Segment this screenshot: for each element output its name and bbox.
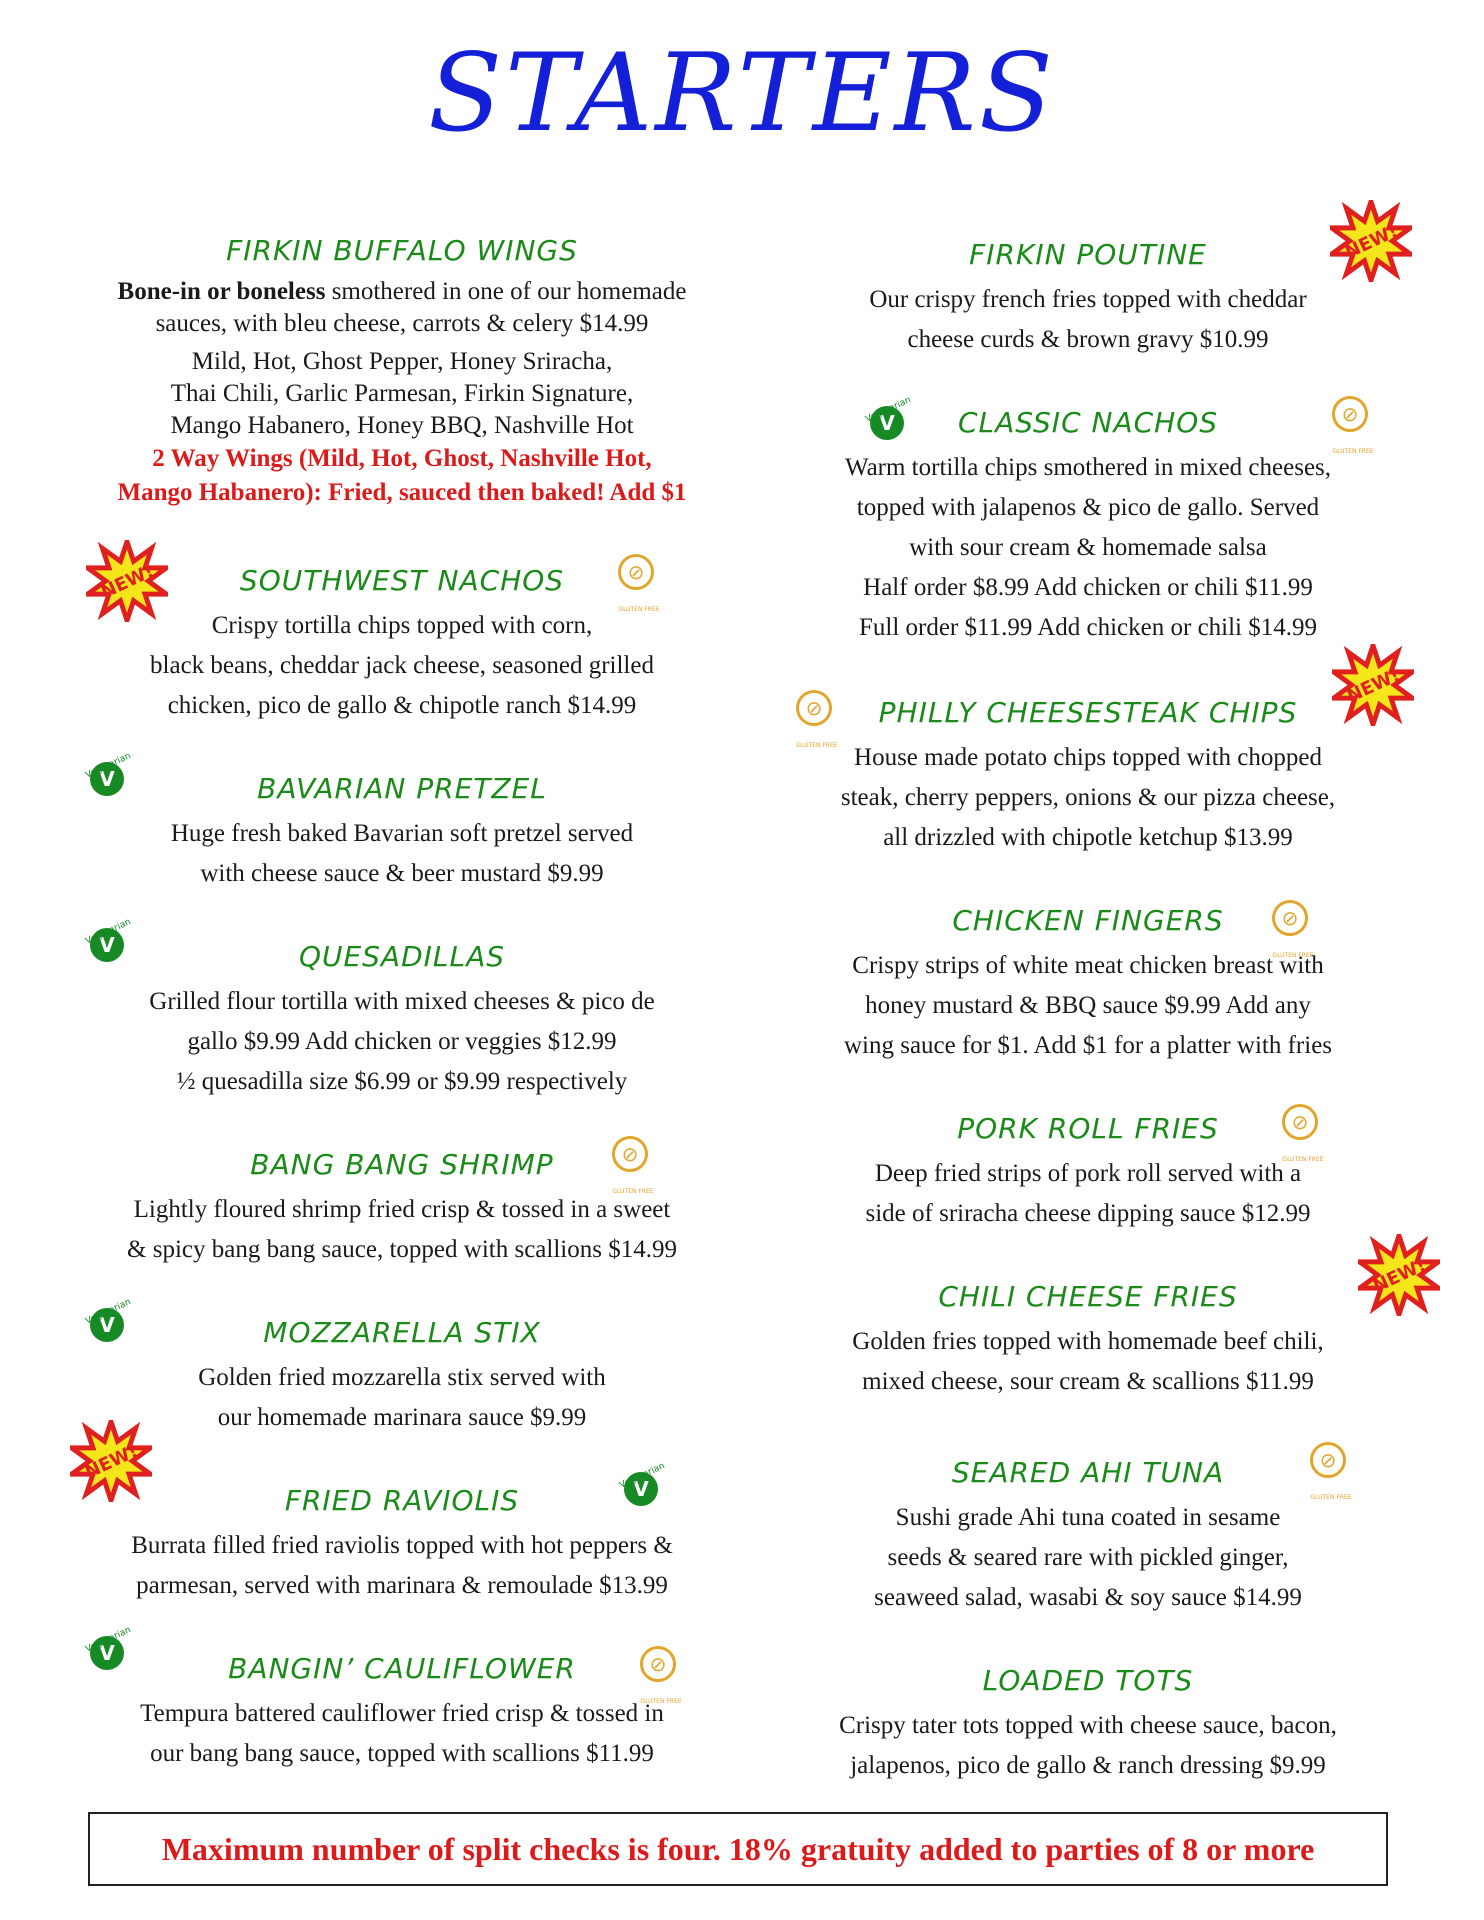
desc-line: steak, cherry peppers, onions & our pizza cheese, bbox=[840, 783, 1336, 811]
new-starburst-icon bbox=[1358, 1234, 1440, 1316]
menu-item-southwest-nachos bbox=[82, 564, 722, 726]
item-description bbox=[768, 1322, 1408, 1402]
desc-line: House made potato chips topped with chopped bbox=[854, 743, 1322, 771]
desc-line: Grilled flour tortilla with mixed cheeses & pico de bbox=[149, 987, 655, 1015]
menu-item-fried-raviolis bbox=[82, 1484, 722, 1606]
flavors-line: Thai Chili, Garlic Parmesan, Firkin Signature, bbox=[170, 379, 634, 407]
menu-item-bavarian-pretzel bbox=[82, 772, 722, 894]
new-badge-text: NEW! bbox=[1343, 664, 1404, 708]
item-description bbox=[82, 814, 722, 894]
menu-item-buffalo-wings bbox=[82, 234, 722, 510]
desc-line: jalapenos, pico de gallo & ranch dressing $9.99 bbox=[850, 1751, 1326, 1779]
flavors-line: Mango Habanero, Honey BBQ, Nashville Hot bbox=[170, 411, 634, 439]
menu-item-quesadillas bbox=[82, 940, 722, 1102]
item-name: CHILI CHEESE FRIES bbox=[938, 1280, 1238, 1313]
special-line: 2 Way Wings (Mild, Hot, Ghost, Nashville Hot, bbox=[152, 444, 652, 472]
vegetarian-icon: Vegetarian V bbox=[90, 762, 124, 796]
menu-item-firkin-poutine bbox=[768, 238, 1408, 360]
vegetarian-icon: Vegetarian V bbox=[90, 928, 124, 962]
desc-line: seeds & seared rare with pickled ginger, bbox=[887, 1543, 1289, 1571]
desc-line: parmesan, served with marinara & remoulade $13.99 bbox=[136, 1571, 668, 1599]
desc-line: wing sauce for $1. Add $1 for a platter with fries bbox=[843, 1031, 1333, 1059]
desc-line: Full order $11.99 Add chicken or chili $14.99 bbox=[858, 613, 1318, 641]
item-description bbox=[82, 276, 722, 340]
gluten-free-icon: ⊘ GLUTEN FREE bbox=[1282, 1104, 1318, 1140]
vegetarian-icon: Vegetarian V bbox=[624, 1472, 658, 1506]
new-badge-text: NEW! bbox=[81, 1440, 142, 1484]
item-name: PHILLY CHEESESTEAK CHIPS bbox=[878, 696, 1298, 729]
desc-line: side of sriracha cheese dipping sauce $12.99 bbox=[865, 1199, 1311, 1227]
desc-line: black beans, cheddar jack cheese, seasoned grilled bbox=[150, 651, 654, 679]
item-flavors bbox=[82, 346, 722, 442]
gluten-free-icon: ⊘ GLUTEN FREE bbox=[640, 1646, 676, 1682]
desc-line: Crispy strips of white meat chicken breast with bbox=[852, 951, 1324, 979]
desc-line: with sour cream & homemade salsa bbox=[909, 533, 1267, 561]
item-name: SEARED AHI TUNA bbox=[951, 1456, 1225, 1489]
desc-line: Warm tortilla chips smothered in mixed cheeses, bbox=[844, 453, 1332, 481]
desc-line: Our crispy french fries topped with cheddar bbox=[869, 285, 1307, 313]
item-description bbox=[768, 448, 1408, 648]
item-name: LOADED TOTS bbox=[982, 1664, 1194, 1697]
new-starburst-icon bbox=[1332, 644, 1414, 726]
item-description bbox=[768, 738, 1408, 858]
desc-line: mixed cheese, sour cream & scallions $11.99 bbox=[862, 1367, 1314, 1395]
item-description bbox=[768, 1706, 1408, 1786]
desc-line: Half order $8.99 Add chicken or chili $11.99 bbox=[863, 573, 1313, 601]
item-name: CHICKEN FINGERS bbox=[952, 904, 1224, 937]
item-name: SOUTHWEST NACHOS bbox=[239, 564, 565, 597]
gluten-free-icon: ⊘ GLUTEN FREE bbox=[612, 1136, 648, 1172]
desc-line: Burrata filled fried raviolis topped with hot peppers & bbox=[131, 1531, 673, 1559]
item-description bbox=[82, 1358, 722, 1438]
desc-line: Lightly floured shrimp fried crisp & tossed in a sweet bbox=[133, 1195, 671, 1223]
desc-line: gallo $9.99 Add chicken or veggies $12.99 bbox=[187, 1027, 617, 1055]
gluten-free-icon: ⊘ GLUTEN FREE bbox=[618, 554, 654, 590]
vegetarian-icon: Vegetarian V bbox=[90, 1636, 124, 1670]
flavors-line: Mild, Hot, Ghost Pepper, Honey Sriracha, bbox=[191, 347, 613, 375]
item-description bbox=[82, 982, 722, 1102]
item-description bbox=[82, 1694, 722, 1774]
desc-line: & spicy bang bang sauce, topped with scallions $14.99 bbox=[127, 1235, 677, 1263]
new-starburst-icon bbox=[70, 1420, 152, 1502]
item-description bbox=[768, 280, 1408, 360]
desc-line: Golden fries topped with homemade beef chili, bbox=[852, 1327, 1324, 1355]
item-description-text: sauces, with bleu cheese, carrots & celery $14.99 bbox=[155, 309, 649, 337]
special-line: Mango Habanero): Fried, sauced then baked! Add $1 bbox=[117, 478, 687, 506]
desc-line: seaweed salad, wasabi & soy sauce $14.99 bbox=[874, 1583, 1302, 1611]
menu-item-bangin-cauliflower bbox=[82, 1652, 722, 1774]
desc-line: Huge fresh baked Bavarian soft pretzel served bbox=[170, 819, 634, 847]
vegetarian-icon: Vegetarian V bbox=[90, 1308, 124, 1342]
menu-item-philly-cheesesteak-chips bbox=[768, 696, 1408, 858]
desc-line: ½ quesadilla size $6.99 or $9.99 respectively bbox=[176, 1067, 628, 1095]
gluten-free-icon: ⊘ GLUTEN FREE bbox=[1272, 900, 1308, 936]
new-badge-text: NEW! bbox=[97, 560, 158, 604]
item-name: BAVARIAN PRETZEL bbox=[257, 772, 547, 805]
desc-line: honey mustard & BBQ sauce $9.99 Add any bbox=[865, 991, 1311, 1019]
desc-line: chicken, pico de gallo & chipotle ranch $14.99 bbox=[167, 691, 637, 719]
desc-line: Sushi grade Ahi tuna coated in sesame bbox=[895, 1503, 1281, 1531]
new-starburst-icon bbox=[1330, 200, 1412, 282]
desc-line: topped with jalapenos & pico de gallo. Served bbox=[856, 493, 1320, 521]
menu-item-chili-cheese-fries bbox=[768, 1280, 1408, 1402]
item-name: FIRKIN BUFFALO WINGS bbox=[226, 234, 578, 267]
item-description bbox=[82, 1526, 722, 1606]
desc-line: our homemade marinara sauce $9.99 bbox=[217, 1403, 587, 1431]
gluten-free-icon: ⊘ GLUTEN FREE bbox=[1332, 396, 1368, 432]
gluten-free-icon: ⊘ GLUTEN FREE bbox=[1310, 1442, 1346, 1478]
menu-item-seared-ahi-tuna bbox=[768, 1456, 1408, 1618]
menu-item-classic-nachos bbox=[768, 406, 1408, 648]
item-name: QUESADILLAS bbox=[298, 940, 506, 973]
item-special bbox=[82, 442, 722, 510]
item-name: FIRKIN POUTINE bbox=[969, 238, 1207, 271]
item-name: MOZZARELLA STIX bbox=[263, 1316, 541, 1349]
menu-item-chicken-fingers bbox=[768, 904, 1408, 1066]
item-name: BANG BANG SHRIMP bbox=[250, 1148, 554, 1181]
vegetarian-icon: Vegetarian V bbox=[870, 406, 904, 440]
desc-line: Crispy tortilla chips topped with corn, bbox=[211, 611, 593, 639]
item-name: PORK ROLL FRIES bbox=[957, 1112, 1219, 1145]
desc-line: Tempura battered cauliflower fried crisp & tossed in bbox=[140, 1699, 664, 1727]
desc-line: cheese curds & brown gravy $10.99 bbox=[907, 325, 1269, 353]
desc-line: all drizzled with chipotle ketchup $13.99 bbox=[883, 823, 1293, 851]
desc-line: Crispy tater tots topped with cheese sauce, bacon, bbox=[839, 1711, 1337, 1739]
desc-line: our bang bang sauce, topped with scallions $11.99 bbox=[150, 1739, 654, 1767]
new-badge-text: NEW! bbox=[1369, 1254, 1430, 1298]
item-name: CLASSIC NACHOS bbox=[957, 406, 1219, 439]
menu-item-mozzarella-stix bbox=[82, 1316, 722, 1438]
item-name: FRIED RAVIOLIS bbox=[284, 1484, 520, 1517]
item-description-text: smothered in one of our homemade bbox=[325, 277, 687, 305]
desc-line: with cheese sauce & beer mustard $9.99 bbox=[200, 859, 604, 887]
menu-item-loaded-tots bbox=[768, 1664, 1408, 1786]
item-name: BANGIN’ CAULIFLOWER bbox=[228, 1652, 576, 1685]
new-starburst-icon bbox=[86, 540, 168, 622]
new-badge-text: NEW! bbox=[1341, 220, 1402, 264]
item-description-bold: Bone-in or boneless bbox=[117, 277, 326, 305]
page-title: STARTERS bbox=[428, 31, 1056, 156]
footer-notice: Maximum number of split checks is four. 18% gratuity added to parties of 8 or more bbox=[88, 1812, 1388, 1886]
item-description bbox=[768, 1498, 1408, 1618]
desc-line: Deep fried strips of pork roll served with a bbox=[874, 1159, 1302, 1187]
desc-line: Golden fried mozzarella stix served with bbox=[198, 1363, 606, 1391]
gluten-free-icon: ⊘ GLUTEN FREE bbox=[796, 690, 832, 726]
